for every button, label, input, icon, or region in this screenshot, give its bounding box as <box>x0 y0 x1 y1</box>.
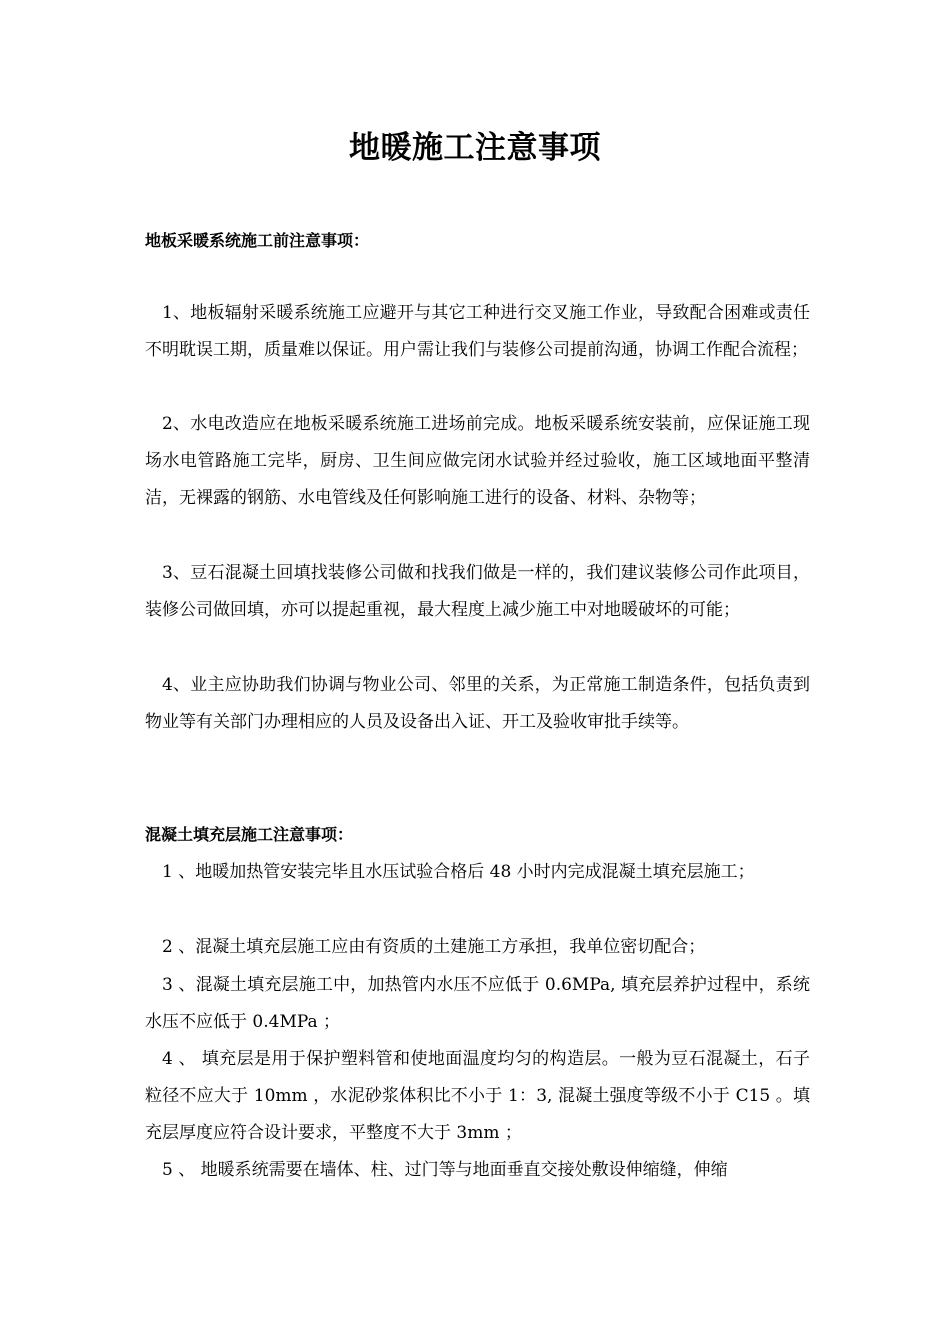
section-heading-concrete-fill: 混凝土填充层施工注意事项： <box>145 825 354 844</box>
section-heading-pre-install: 地板采暖系统施工前注意事项： <box>145 231 370 250</box>
paragraph: 1 、地暖加热管安装完毕且水压试验合格后 48 小时内完成混凝土填充层施工； <box>162 862 755 882</box>
paragraph: 2、水电改造应在地板采暖系统施工进场前完成。地板采暖系统安装前，应保证施工现场水电管路施工完毕，厨房、卫生间应做完闭水试验并经过验收，施工区域地面平整清洁，无裸露的钢筋、水电管线及任何影响施工进行的设备、材料、杂物等； <box>145 414 810 508</box>
paragraph: 3 、混凝土填充层施工中，加热管内水压不应低于 0.6MPa, 填充层养护过程中，系统水压不应低于 0.4MPa ； <box>145 975 810 1032</box>
paragraph: 2 、混凝土填充层施工应由有资质的土建施工方承担，我单位密切配合； <box>162 937 706 957</box>
paragraph: 4、业主应协助我们协调与物业公司、邻里的关系，为正常施工制造条件，包括负责到物业等有关部门办理相应的人员及设备出入证、开工及验收审批手续等。 <box>145 675 810 732</box>
paragraph: 4 、 填充层是用于保护塑料管和使地面温度均匀的构造层。一般为豆石混凝土，石子粒径不应大于 10mm ，水泥砂浆体积比不小于 1：3, 混凝土强度等级不小于 C15 。填充层厚度应符合设计要求，平整度不大于 3mm ； <box>145 1049 810 1143</box>
paragraph: 3、豆石混凝土回填找装修公司做和找我们做是一样的，我们建议装修公司作此项目，装修公司做回填，亦可以提起重视，最大程度上减少施工中对地暖破坏的可能； <box>145 563 810 620</box>
paragraph: 5 、 地暖系统需要在墙体、柱、过门等与地面垂直交接处敷设伸缩缝，伸缩 <box>162 1160 728 1180</box>
page-title: 地暖施工注意事项 <box>349 130 601 166</box>
paragraph: 1、地板辐射采暖系统施工应避开与其它工种进行交叉施工作业，导致配合困难或责任不明耽误工期，质量难以保证。用户需让我们与装修公司提前沟通，协调工作配合流程； <box>145 303 810 360</box>
